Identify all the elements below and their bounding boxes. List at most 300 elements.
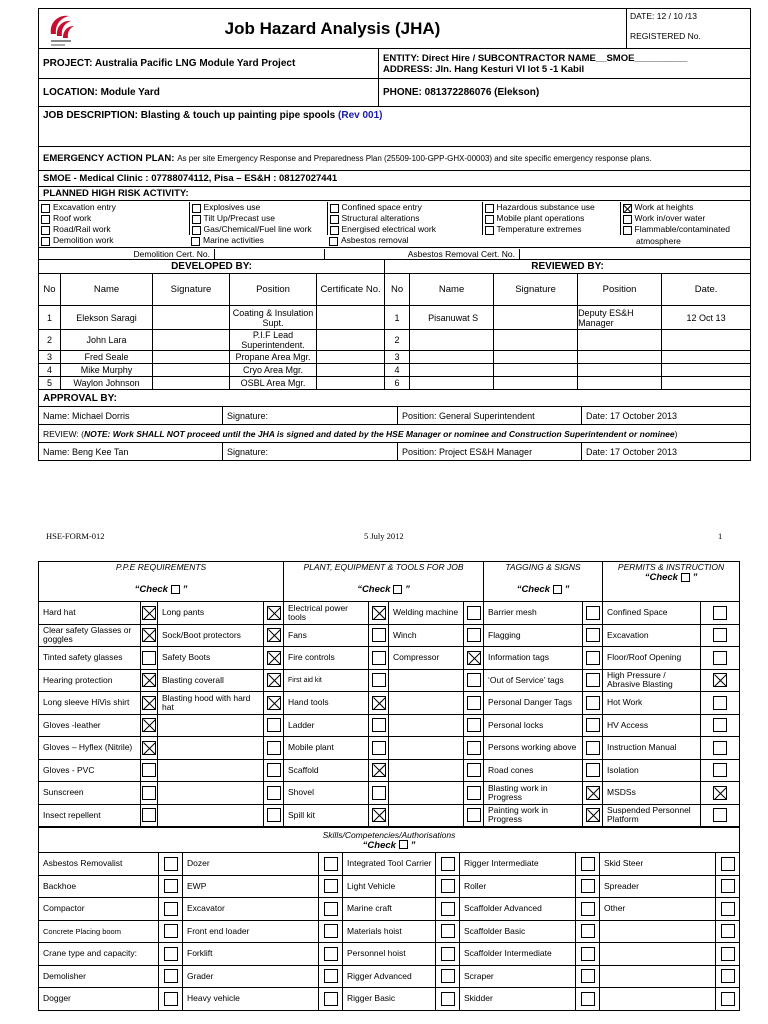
checkbox-icon[interactable] (142, 786, 156, 800)
skill-check-cell[interactable] (159, 853, 183, 876)
ppe-check-cell[interactable] (701, 714, 740, 737)
skill-check-cell[interactable] (436, 853, 460, 876)
ppe-check-cell[interactable] (464, 782, 484, 805)
checkbox-icon[interactable] (581, 992, 595, 1006)
checkbox-icon[interactable] (267, 808, 281, 822)
ppe-check-cell[interactable] (583, 602, 603, 625)
ppe-check-cell[interactable] (369, 759, 389, 782)
high-risk-item[interactable] (189, 202, 327, 213)
ppe-check-cell[interactable] (464, 647, 484, 670)
dev-name-cell[interactable]: John Lara (61, 330, 153, 351)
ppe-check-cell[interactable] (264, 647, 284, 670)
dev-date-cell[interactable]: 12 Oct 13 (662, 306, 751, 330)
skill-check-cell[interactable] (319, 965, 343, 988)
checked-box-icon[interactable] (142, 628, 156, 642)
ppe-check-cell[interactable] (464, 714, 484, 737)
high-risk-item[interactable] (620, 213, 749, 224)
checkbox-icon[interactable] (164, 857, 178, 871)
ppe-check-cell[interactable] (583, 714, 603, 737)
skill-check-cell[interactable] (716, 965, 740, 988)
skill-check-cell[interactable] (319, 988, 343, 1011)
checkbox-icon[interactable] (586, 741, 600, 755)
dev-name-cell[interactable]: Fred Seale (61, 351, 153, 364)
checkbox-icon[interactable] (41, 204, 50, 213)
checkbox-icon[interactable] (713, 763, 727, 777)
dev-position-cell[interactable]: Propane Area Mgr. (230, 351, 317, 364)
checkbox-icon[interactable] (467, 786, 481, 800)
dev-rname-cell[interactable] (410, 364, 494, 377)
checkbox-icon[interactable] (485, 204, 494, 213)
form-number: HSE-FORM-012 (46, 531, 105, 541)
checkbox-icon[interactable] (372, 628, 386, 642)
ppe-check-cell[interactable] (583, 647, 603, 670)
checkbox-icon[interactable] (324, 992, 338, 1006)
high-risk-item[interactable] (482, 213, 620, 224)
ppe-check-cell[interactable] (464, 737, 484, 760)
skill-check-cell[interactable] (159, 988, 183, 1011)
dev-no-cell[interactable]: 3 (39, 351, 61, 364)
date-value[interactable]: 12 / 10 /13 (656, 11, 697, 21)
checkbox-icon[interactable] (324, 857, 338, 871)
checkbox-icon[interactable] (267, 741, 281, 755)
reviewer-signature[interactable]: Signature: (223, 443, 398, 461)
checkbox-icon[interactable] (324, 969, 338, 983)
dev-rno-cell[interactable]: 6 (385, 377, 410, 390)
checkbox-icon[interactable] (467, 808, 481, 822)
dev-position-cell[interactable]: Cryo Area Mgr. (230, 364, 317, 377)
reviewer-date[interactable]: Date: 17 October 2013 (582, 443, 751, 461)
approver-date[interactable]: Date: 17 October 2013 (582, 407, 751, 425)
ppe-check-cell[interactable] (369, 669, 389, 692)
dev-position-cell[interactable]: P.I.F Lead Superintendent. (230, 330, 317, 351)
checkbox-icon[interactable] (586, 606, 600, 620)
ppe-check-cell[interactable] (369, 714, 389, 737)
skill-check-cell[interactable] (576, 988, 600, 1011)
dev-rposition-cell[interactable]: Deputy ES&H Manager (578, 306, 662, 330)
high-risk-item[interactable] (327, 202, 482, 213)
checkbox-icon[interactable] (581, 924, 595, 938)
ppe-check-cell[interactable] (583, 692, 603, 715)
skill-check-cell[interactable] (436, 943, 460, 966)
ppe-check-cell[interactable] (464, 669, 484, 692)
dev-signature-cell[interactable] (153, 377, 230, 390)
checkbox-icon[interactable] (721, 969, 735, 983)
ppe-check-cell[interactable] (464, 602, 484, 625)
dev-rno-cell[interactable]: 1 (385, 306, 410, 330)
dev-rposition-cell[interactable] (578, 364, 662, 377)
checkbox-icon[interactable] (324, 924, 338, 938)
dev-signature-cell[interactable] (494, 306, 578, 330)
ppe-check-cell[interactable] (141, 714, 158, 737)
checkbox-icon[interactable] (164, 902, 178, 916)
dev-rname-cell[interactable] (410, 330, 494, 351)
checked-box-icon[interactable] (372, 696, 386, 710)
ppe-check-cell[interactable] (369, 647, 389, 670)
checked-box-icon[interactable] (267, 628, 281, 642)
dev-signature-cell[interactable] (153, 364, 230, 377)
checkbox-icon[interactable] (467, 606, 481, 620)
checkbox-icon[interactable] (441, 902, 455, 916)
checkbox-icon[interactable] (586, 718, 600, 732)
ppe-check-cell[interactable] (583, 737, 603, 760)
checkbox-icon[interactable] (586, 673, 600, 687)
checkbox-icon[interactable] (467, 718, 481, 732)
dev-name-cell[interactable]: Mike Murphy (61, 364, 153, 377)
high-risk-item[interactable] (39, 235, 189, 246)
ppe-check-cell[interactable] (264, 692, 284, 715)
approver-name[interactable]: Name: Michael Dorris (39, 407, 223, 425)
ppe-check-cell[interactable] (583, 782, 603, 805)
ppe-check-cell[interactable] (583, 759, 603, 782)
ppe-check-cell[interactable] (264, 759, 284, 782)
dev-no-cell[interactable]: 2 (39, 330, 61, 351)
ppe-check-cell[interactable] (369, 692, 389, 715)
phone-field[interactable]: PHONE: 081372286076 (Elekson) (379, 79, 751, 107)
checkbox-icon[interactable] (441, 879, 455, 893)
skill-check-cell[interactable] (319, 875, 343, 898)
checkbox-icon[interactable] (372, 718, 386, 732)
approver-signature[interactable]: Signature: (223, 407, 398, 425)
checkbox-icon[interactable] (721, 902, 735, 916)
dev-rno-cell[interactable]: 2 (385, 330, 410, 351)
checkbox-icon[interactable] (164, 924, 178, 938)
skill-check-cell[interactable] (716, 943, 740, 966)
checkbox-icon[interactable] (329, 237, 338, 246)
checkbox-icon[interactable] (713, 628, 727, 642)
checked-box-icon[interactable] (267, 696, 281, 710)
high-risk-item[interactable] (189, 224, 327, 235)
address-field[interactable]: ADDRESS: Jln. Hang Kesturi VI lot 5 -1 Kabil (383, 63, 585, 75)
high-risk-activities (39, 202, 749, 246)
skill-label (600, 965, 716, 988)
checkbox-icon[interactable] (324, 902, 338, 916)
demolition-cert-input[interactable] (214, 249, 324, 259)
checkbox-icon[interactable] (142, 808, 156, 822)
skill-check-cell[interactable] (436, 988, 460, 1011)
dev-date-cell[interactable] (662, 364, 751, 377)
ppe-check-cell[interactable] (701, 782, 740, 805)
checkbox-icon[interactable] (713, 696, 727, 710)
dev-signature-cell[interactable] (317, 306, 385, 330)
dev-rname-cell[interactable] (410, 351, 494, 364)
skill-check-cell[interactable] (159, 898, 183, 921)
checkbox-icon[interactable] (713, 741, 727, 755)
ppe-check-cell[interactable] (264, 624, 284, 647)
reviewer-position[interactable]: Position: Project ES&H Manager (398, 443, 582, 461)
checked-box-icon[interactable] (267, 606, 281, 620)
checkbox-icon[interactable] (467, 763, 481, 777)
skill-check-cell[interactable] (159, 943, 183, 966)
skill-check-cell[interactable] (159, 920, 183, 943)
checkbox-icon[interactable] (164, 879, 178, 893)
checkbox-icon[interactable] (324, 947, 338, 961)
checkbox-icon[interactable] (721, 924, 735, 938)
dev-rposition-cell[interactable] (578, 377, 662, 390)
checkbox-icon[interactable] (267, 718, 281, 732)
tagging-check-end: ” (564, 584, 570, 595)
skill-check-cell[interactable] (576, 920, 600, 943)
high-risk-item[interactable] (327, 224, 482, 235)
high-risk-item[interactable] (39, 202, 189, 213)
checkbox-icon[interactable] (721, 992, 735, 1006)
checkbox-icon[interactable] (441, 924, 455, 938)
checked-box-icon[interactable] (142, 718, 156, 732)
dev-name-cell[interactable]: Elekson Saragi (61, 306, 153, 330)
dev-signature-cell[interactable] (317, 364, 385, 377)
checkbox-icon[interactable] (372, 786, 386, 800)
checkbox-icon[interactable] (713, 606, 727, 620)
skill-check-cell[interactable] (319, 920, 343, 943)
checkbox-icon[interactable] (330, 215, 339, 224)
entity-field[interactable]: ENTITY: Direct Hire / SUBCONTRACTOR NAME__SMOE__________ (383, 52, 688, 64)
reviewer-name[interactable]: Name: Beng Kee Tan (39, 443, 223, 461)
approver-position[interactable]: Position: General Superintendent (398, 407, 582, 425)
checkbox-icon[interactable] (372, 741, 386, 755)
dev-date-cell[interactable] (662, 330, 751, 351)
ppe-item-label: Suspended Personnel Platform (603, 804, 701, 827)
ppe-check-cell[interactable] (141, 624, 158, 647)
checkbox-icon[interactable] (721, 857, 735, 871)
checked-box-icon[interactable] (713, 786, 727, 800)
dev-signature-cell[interactable] (317, 330, 385, 351)
skill-check-cell[interactable] (319, 943, 343, 966)
skill-check-cell[interactable] (436, 920, 460, 943)
high-risk-item[interactable] (620, 202, 749, 213)
high-risk-item[interactable] (620, 224, 749, 235)
dev-signature-cell[interactable] (494, 351, 578, 364)
dev-no-cell[interactable]: 5 (39, 377, 61, 390)
dev-position-cell[interactable]: Coating & Insulation Supt. (230, 306, 317, 330)
ppe-check-cell[interactable] (369, 602, 389, 625)
dev-signature-cell[interactable] (317, 351, 385, 364)
dev-signature-cell[interactable] (317, 377, 385, 390)
dev-no-cell[interactable]: 1 (39, 306, 61, 330)
checked-box-icon[interactable] (142, 606, 156, 620)
checkbox-icon[interactable] (586, 696, 600, 710)
dev-rposition-cell[interactable] (578, 351, 662, 364)
dev-name-cell[interactable]: Waylon Johnson (61, 377, 153, 390)
checked-box-icon[interactable] (372, 763, 386, 777)
checkbox-icon[interactable] (467, 673, 481, 687)
ppe-check-cell[interactable] (141, 692, 158, 715)
checkbox-icon[interactable] (192, 226, 201, 235)
ppe-check-cell[interactable] (583, 669, 603, 692)
ppe-check-cell[interactable] (701, 669, 740, 692)
review-note-suffix: ) (674, 428, 678, 439)
checked-box-icon[interactable] (713, 673, 727, 687)
ppe-check-cell[interactable] (701, 759, 740, 782)
skill-check-cell[interactable] (159, 875, 183, 898)
ppe-check-cell[interactable] (141, 647, 158, 670)
checkbox-icon[interactable] (721, 879, 735, 893)
checkbox-icon[interactable] (441, 969, 455, 983)
job-description[interactable]: JOB DESCRIPTION: Blasting & touch up painting pipe spools (43, 110, 336, 121)
high-risk-item[interactable] (327, 213, 482, 224)
checkbox-icon[interactable] (192, 204, 201, 213)
skill-check-cell[interactable] (319, 898, 343, 921)
dev-rname-cell[interactable]: Pisanuwat S (410, 306, 494, 330)
ppe-check-cell[interactable] (141, 737, 158, 760)
skill-check-cell[interactable] (716, 875, 740, 898)
checkbox-icon[interactable] (581, 902, 595, 916)
checkbox-icon[interactable] (441, 947, 455, 961)
skill-check-cell[interactable] (576, 943, 600, 966)
high-risk-item[interactable] (189, 213, 327, 224)
ppe-check-cell[interactable] (264, 602, 284, 625)
checkbox-icon[interactable] (581, 879, 595, 893)
ppe-check-cell[interactable] (464, 759, 484, 782)
dev-position-cell[interactable]: OSBL Area Mgr. (230, 377, 317, 390)
checked-box-icon[interactable] (586, 786, 600, 800)
checkbox-icon[interactable] (485, 215, 494, 224)
checkbox-icon[interactable] (142, 651, 156, 665)
checkbox-icon[interactable] (623, 215, 632, 224)
checkbox-icon[interactable] (721, 947, 735, 961)
dev-rposition-cell[interactable] (578, 330, 662, 351)
dev-signature-cell[interactable] (494, 377, 578, 390)
checkbox-icon[interactable] (164, 947, 178, 961)
high-risk-item[interactable] (327, 235, 482, 246)
ppe-check-cell[interactable] (141, 804, 158, 827)
ppe-check-cell[interactable] (264, 737, 284, 760)
dev-rno-cell[interactable]: 4 (385, 364, 410, 377)
ppe-check-cell[interactable] (369, 624, 389, 647)
dev-rno-cell[interactable]: 3 (385, 351, 410, 364)
ppe-check-cell[interactable] (464, 624, 484, 647)
dev-signature-cell[interactable] (153, 306, 230, 330)
checkbox-icon[interactable] (324, 879, 338, 893)
checkbox-icon[interactable] (192, 215, 201, 224)
dev-no-cell[interactable]: 4 (39, 364, 61, 377)
ppe-check-cell[interactable] (264, 669, 284, 692)
checkbox-icon[interactable] (164, 992, 178, 1006)
dev-header-cell: No (39, 274, 61, 306)
ppe-check-cell[interactable] (141, 669, 158, 692)
asbestos-cert-input[interactable] (519, 249, 750, 259)
checkbox-icon[interactable] (372, 673, 386, 687)
ppe-check-cell[interactable] (369, 782, 389, 805)
dev-signature-cell[interactable] (153, 351, 230, 364)
checkbox-icon[interactable] (713, 651, 727, 665)
skill-check-cell[interactable] (716, 898, 740, 921)
checkbox-icon[interactable] (713, 718, 727, 732)
ppe-check-cell[interactable] (701, 602, 740, 625)
checked-box-icon[interactable] (372, 606, 386, 620)
skill-check-cell[interactable] (716, 920, 740, 943)
ppe-check-cell[interactable] (701, 647, 740, 670)
ppe-check-cell[interactable] (464, 804, 484, 827)
skill-check-cell[interactable] (436, 875, 460, 898)
ppe-check-cell[interactable] (264, 804, 284, 827)
high-risk-item[interactable] (39, 213, 189, 224)
dev-date-cell[interactable] (662, 351, 751, 364)
dev-signature-cell[interactable] (494, 364, 578, 377)
checked-box-icon[interactable] (142, 696, 156, 710)
checked-box-icon[interactable] (372, 808, 386, 822)
ppe-check-cell[interactable] (141, 602, 158, 625)
ppe-check-cell[interactable] (701, 692, 740, 715)
ppe-check-cell[interactable] (141, 759, 158, 782)
checkbox-icon[interactable] (41, 226, 50, 235)
ppe-check-cell[interactable] (264, 714, 284, 737)
checkbox-icon[interactable] (467, 628, 481, 642)
skill-check-cell[interactable] (576, 853, 600, 876)
checkbox-icon[interactable] (41, 237, 50, 246)
checkbox-icon[interactable] (441, 992, 455, 1006)
skill-check-cell[interactable] (319, 853, 343, 876)
location-field[interactable]: LOCATION: Module Yard (39, 79, 379, 107)
ppe-check-cell[interactable] (701, 737, 740, 760)
high-risk-item[interactable] (189, 235, 327, 246)
ppe-check-cell[interactable] (701, 624, 740, 647)
checkbox-icon[interactable] (581, 857, 595, 871)
checkbox-icon[interactable] (623, 226, 632, 235)
ppe-check-cell[interactable] (369, 737, 389, 760)
checkbox-icon[interactable] (467, 696, 481, 710)
checkbox-icon[interactable] (191, 237, 200, 246)
skill-check-cell[interactable] (576, 875, 600, 898)
skill-check-cell[interactable] (576, 965, 600, 988)
ppe-check-cell[interactable] (583, 624, 603, 647)
high-risk-item[interactable] (39, 224, 189, 235)
checkbox-icon[interactable] (41, 215, 50, 224)
skill-check-cell[interactable] (159, 965, 183, 988)
checked-box-icon[interactable] (623, 204, 632, 213)
checkbox-icon[interactable] (142, 763, 156, 777)
checkbox-icon[interactable] (485, 226, 494, 235)
dev-rname-cell[interactable] (410, 377, 494, 390)
dev-date-cell[interactable] (662, 377, 751, 390)
checkbox-icon[interactable] (372, 651, 386, 665)
ppe-check-cell[interactable] (141, 782, 158, 805)
high-risk-item[interactable] (482, 224, 620, 235)
checkbox-icon[interactable] (441, 857, 455, 871)
checked-box-icon[interactable] (586, 808, 600, 822)
checkbox-icon[interactable] (586, 651, 600, 665)
skill-check-cell[interactable] (716, 853, 740, 876)
skill-check-cell[interactable] (436, 965, 460, 988)
skill-check-cell[interactable] (716, 988, 740, 1011)
checkbox-icon[interactable] (330, 226, 339, 235)
ppe-check-cell[interactable] (583, 804, 603, 827)
checked-box-icon[interactable] (467, 651, 481, 665)
checked-box-icon[interactable] (142, 673, 156, 687)
checkbox-icon[interactable] (267, 763, 281, 777)
checkbox-icon[interactable] (330, 204, 339, 213)
checkbox-icon[interactable] (586, 628, 600, 642)
checkbox-icon[interactable] (713, 808, 727, 822)
checkbox-icon[interactable] (586, 763, 600, 777)
checkbox-icon[interactable] (581, 969, 595, 983)
dev-signature-cell[interactable] (494, 330, 578, 351)
dev-signature-cell[interactable] (153, 330, 230, 351)
checkbox-icon[interactable] (164, 969, 178, 983)
skill-check-cell[interactable] (436, 898, 460, 921)
checked-box-icon[interactable] (142, 741, 156, 755)
checked-box-icon[interactable] (267, 673, 281, 687)
checkbox-icon[interactable] (267, 786, 281, 800)
ppe-check-cell[interactable] (464, 692, 484, 715)
checkbox-icon[interactable] (581, 947, 595, 961)
ppe-check-cell[interactable] (264, 782, 284, 805)
checkbox-icon[interactable] (467, 741, 481, 755)
ppe-item-label: Gloves – Hyflex (Nitrile) (39, 737, 141, 760)
ppe-check-cell[interactable] (369, 804, 389, 827)
checked-box-icon[interactable] (267, 651, 281, 665)
high-risk-item[interactable] (482, 202, 620, 213)
ppe-check-cell[interactable] (701, 804, 740, 827)
skill-check-cell[interactable] (576, 898, 600, 921)
